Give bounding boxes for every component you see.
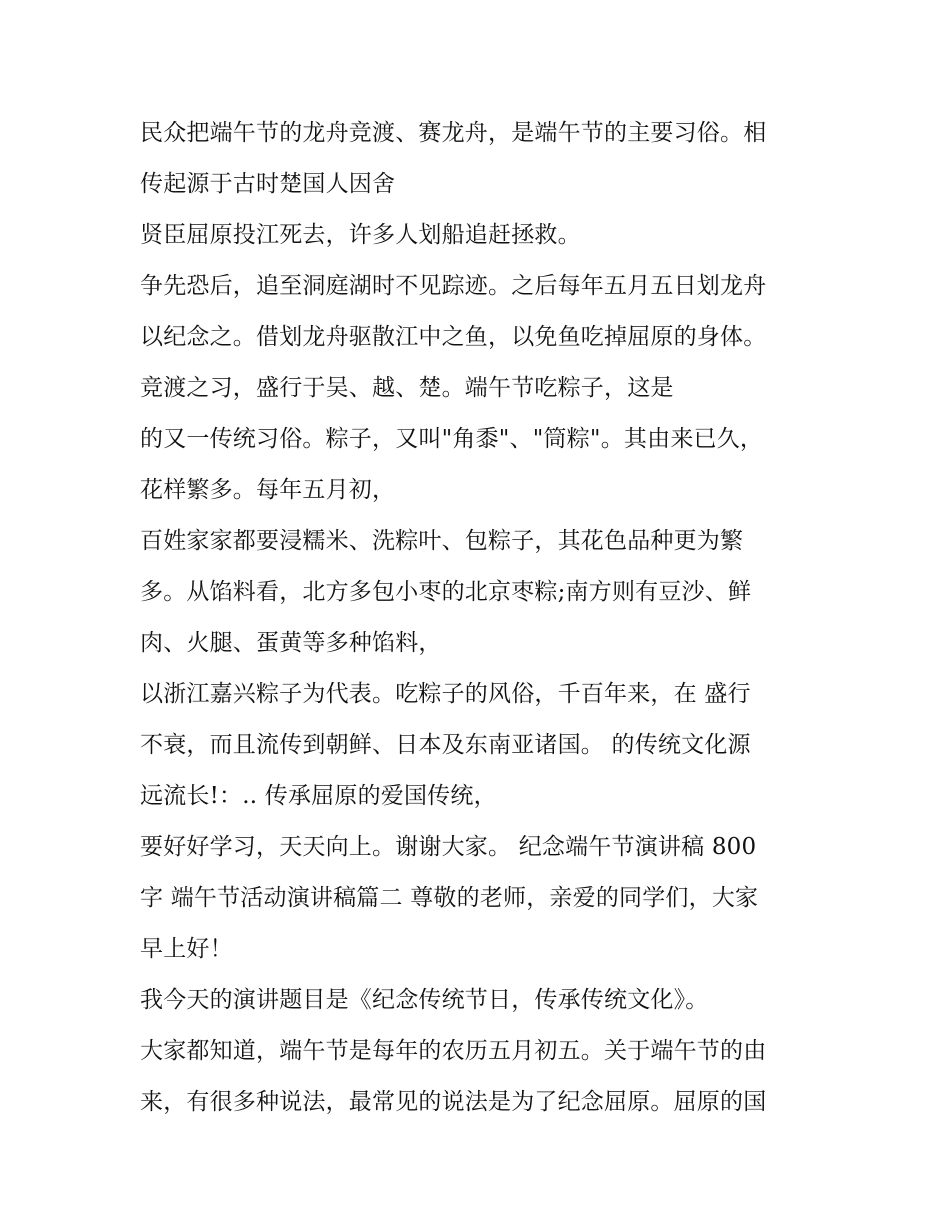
text-line: 肉、火腿、蛋黄等多种馅料， <box>140 630 442 656</box>
text-line: 争先恐后，追至洞庭湖时不见踪迹。之后每年五月五日划龙舟 <box>140 273 767 299</box>
text-line: 大家都知道，端午节是每年的农历五月初五。关于端午节的由 <box>140 1038 767 1064</box>
text-line: 不衰，而且流传到朝鲜、日本及东南亚诸国。 的传统文化源 <box>140 732 751 758</box>
text-line: 以纪念之。借划龙舟驱散江中之鱼，以免鱼吃掉屈原的身体。 <box>140 324 767 350</box>
text-line: 以浙江嘉兴粽子为代表。吃粽子的风俗，千百年来，在 盛行 <box>140 681 751 707</box>
text-line: 传起源于古时楚国人因舍 <box>140 171 396 197</box>
text-line: 百姓家家都要浸糯米、洗粽叶、包粽子，其花色品种更为繁 <box>140 528 744 554</box>
text-line: 花样繁多。每年五月初， <box>140 477 396 503</box>
text-line: 我今天的演讲题目是《纪念传统节日，传承传统文化》。 <box>140 987 709 1013</box>
text-line: 早上好！ <box>140 936 233 962</box>
text-line: 来，有很多种说法，最常见的说法是为了纪念屈原。屈原的国 <box>140 1089 767 1115</box>
text-line: 多。从馅料看，北方多包小枣的北京枣粽;南方则有豆沙、鲜 <box>140 579 752 605</box>
text-line: 贤臣屈原投江死去，许多人划船追赶拯救。 <box>140 222 581 248</box>
document-body <box>140 108 830 1128</box>
text-line: 民众把端午节的龙舟竞渡、赛龙舟，是端午节的主要习俗。相 <box>140 120 767 146</box>
text-line: 竞渡之习，盛行于吴、越、楚。端午节吃粽子，这是 <box>140 375 674 401</box>
text-line: 远流长!：.. 传承屈原的爱国传统， <box>140 783 497 809</box>
text-line: 要好好学习，天天向上。谢谢大家。 纪念端午节演讲稿 800 <box>140 834 757 860</box>
text-line: 的又一传统习俗。粽子，又叫"角黍"、"筒粽"。其由来已久， <box>140 426 764 452</box>
text-line: 字 端午节活动演讲稿篇二 尊敬的老师，亲爱的同学们，大家 <box>140 885 759 911</box>
